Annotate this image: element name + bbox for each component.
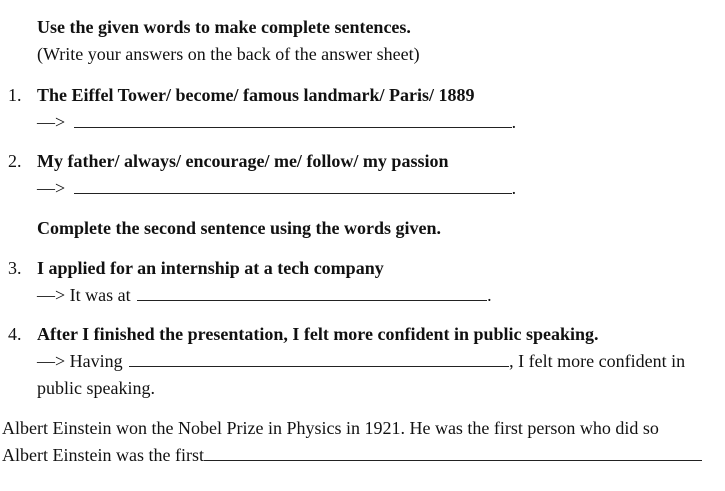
question-prompt: I applied for an internship at a tech company (37, 258, 384, 278)
question-prompt: After I finished the presentation, I felt more confident in public speaking. (37, 324, 599, 344)
answer-end: . (487, 285, 492, 305)
answer-row (37, 284, 492, 306)
answer-row (37, 111, 516, 133)
answer-lead: —> It was at (37, 285, 131, 305)
answer-row (37, 177, 516, 199)
question-prompt: The Eiffel Tower/ become/ famous landmark/ Paris/ 1889 (37, 85, 475, 105)
answer-blank[interactable] (129, 351, 509, 367)
answer-blank[interactable] (74, 178, 512, 194)
answer-blank[interactable] (137, 285, 487, 301)
answer-blank[interactable] (204, 445, 702, 461)
answer-continuation: public speaking. (37, 378, 155, 398)
answer-end: . (511, 112, 517, 132)
instruction-complete-second-sentence: Complete the second sentence using the words given. (37, 218, 441, 238)
question-prompt: My father/ always/ encourage/ me/ follow/ my passion (37, 151, 449, 171)
answer-row (2, 444, 702, 466)
question-number: 2. (8, 151, 22, 171)
einstein-sentence: Albert Einstein won the Nobel Prize in Physics in 1921. He was the first person who did so (2, 418, 659, 438)
question-number: 1. (8, 85, 22, 105)
instruction-note: (Write your answers on the back of the answer sheet) (37, 44, 420, 64)
answer-lead: —> Having (37, 351, 123, 371)
answer-end: . (511, 178, 517, 198)
answer-end: , I felt more confident in (509, 351, 686, 371)
instruction-make-sentences: Use the given words to make complete sentences. (37, 17, 411, 37)
question-number: 4. (8, 324, 22, 344)
answer-arrow: —> (37, 112, 66, 132)
answer-arrow: —> (37, 178, 66, 198)
question-number: 3. (8, 258, 22, 278)
answer-row (37, 350, 685, 372)
answer-blank[interactable] (74, 112, 512, 128)
answer-lead: Albert Einstein was the first (2, 445, 204, 465)
